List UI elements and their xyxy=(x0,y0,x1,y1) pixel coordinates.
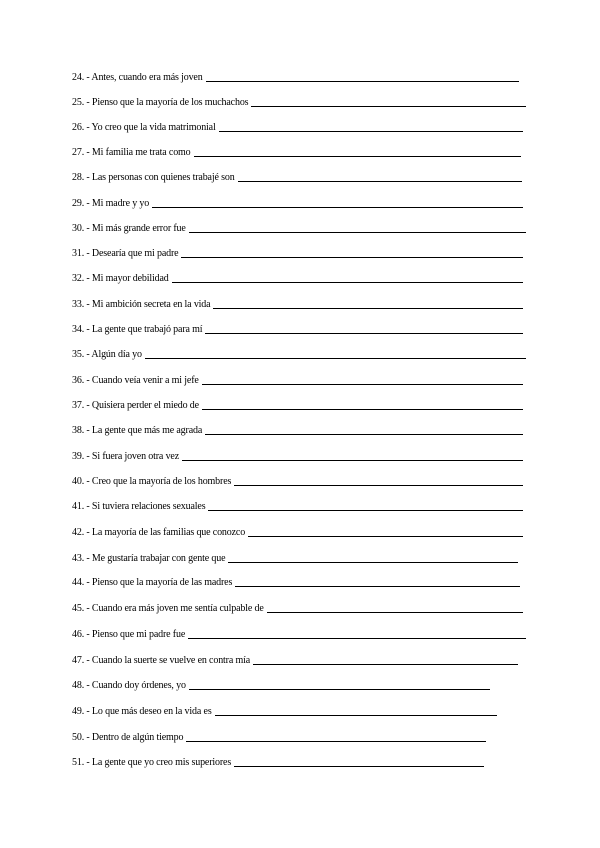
sentence-prompt: 39. - Si fuera joven otra vez xyxy=(72,451,179,462)
sentence-item xyxy=(72,322,523,336)
sentence-prompt: 36. - Cuando veía venir a mi jefe xyxy=(72,375,199,386)
answer-line[interactable] xyxy=(238,181,522,182)
sentence-item xyxy=(72,653,518,667)
answer-line[interactable] xyxy=(228,562,518,563)
answer-line[interactable] xyxy=(248,536,523,537)
answer-line[interactable] xyxy=(189,689,490,690)
answer-line[interactable] xyxy=(145,358,526,359)
answer-line[interactable] xyxy=(215,715,497,716)
sentence-item xyxy=(72,755,484,769)
answer-line[interactable] xyxy=(152,207,523,208)
sentence-item xyxy=(72,525,523,539)
sentence-prompt: 34. - La gente que trabajó para mí xyxy=(72,324,203,335)
sentence-item xyxy=(72,474,523,488)
sentence-item xyxy=(72,95,526,109)
sentence-prompt: 32. - Mi mayor debilidad xyxy=(72,273,169,284)
answer-line[interactable] xyxy=(202,409,523,410)
sentence-prompt: 25. - Pienso que la mayoría de los muchachos xyxy=(72,97,249,108)
answer-line[interactable] xyxy=(251,106,526,107)
sentence-prompt: 26. - Yo creo que la vida matrimonial xyxy=(72,122,216,133)
answer-line[interactable] xyxy=(182,460,523,461)
answer-line[interactable] xyxy=(186,741,486,742)
sentence-item xyxy=(72,221,526,235)
sentence-prompt: 29. - Mi madre y yo xyxy=(72,198,150,209)
sentence-prompt: 45. - Cuando era más joven me sentía culpable de xyxy=(72,603,264,614)
answer-line[interactable] xyxy=(234,766,484,767)
sentence-prompt: 38. - La gente que más me agrada xyxy=(72,425,203,436)
sentence-item xyxy=(72,601,523,615)
sentence-item xyxy=(72,575,520,589)
sentence-item xyxy=(72,423,523,437)
sentence-item xyxy=(72,678,490,692)
sentence-item xyxy=(72,730,486,744)
sentence-item xyxy=(72,170,522,184)
answer-line[interactable] xyxy=(213,308,523,309)
sentence-prompt: 37. - Quisiera perder el miedo de xyxy=(72,400,199,411)
sentence-prompt: 28. - Las personas con quienes trabajé son xyxy=(72,172,235,183)
sentence-item xyxy=(72,499,523,513)
answer-line[interactable] xyxy=(194,156,521,157)
sentence-prompt: 35. - Algún día yo xyxy=(72,349,142,360)
sentence-item xyxy=(72,70,519,84)
sentence-prompt: 46. - Pienso que mi padre fue xyxy=(72,629,186,640)
sentence-prompt: 27. - Mi familia me trata como xyxy=(72,147,191,158)
sentence-prompt: 44. - Pienso que la mayoría de las madres xyxy=(72,577,233,588)
sentence-item xyxy=(72,196,523,210)
answer-line[interactable] xyxy=(267,612,523,613)
answer-line[interactable] xyxy=(205,333,523,334)
sentence-prompt: 47. - Cuando la suerte se vuelve en contra mía xyxy=(72,655,251,666)
sentence-prompt: 48. - Cuando doy órdenes, yo xyxy=(72,680,186,691)
answer-line[interactable] xyxy=(205,434,523,435)
sentence-item xyxy=(72,271,523,285)
sentence-item xyxy=(72,398,523,412)
answer-line[interactable] xyxy=(206,81,519,82)
sentence-prompt: 51. - La gente que yo creo mis superiores xyxy=(72,757,232,768)
sentence-prompt: 43. - Me gustaría trabajar con gente que xyxy=(72,553,226,564)
answer-line[interactable] xyxy=(188,638,526,639)
sentence-item xyxy=(72,297,523,311)
answer-line[interactable] xyxy=(253,664,518,665)
sentence-item xyxy=(72,120,523,134)
answer-line[interactable] xyxy=(172,282,523,283)
answer-line[interactable] xyxy=(234,485,523,486)
sentence-item xyxy=(72,704,497,718)
sentence-prompt: 42. - La mayoría de las familias que conozco xyxy=(72,527,246,538)
sentence-prompt: 30. - Mi más grande error fue xyxy=(72,223,186,234)
sentence-prompt: 40. - Creo que la mayoría de los hombres xyxy=(72,476,232,487)
sentence-item xyxy=(72,449,523,463)
answer-line[interactable] xyxy=(202,384,523,385)
sentence-item xyxy=(72,347,526,361)
answer-line[interactable] xyxy=(189,232,526,233)
sentence-prompt: 31. - Desearía que mi padre xyxy=(72,248,179,259)
sentence-prompt: 49. - Lo que más deseo en la vida es xyxy=(72,706,212,717)
answer-line[interactable] xyxy=(219,131,523,132)
sentence-item xyxy=(72,627,526,641)
sentence-item xyxy=(72,373,523,387)
sentence-prompt: 24. - Antes, cuando era más joven xyxy=(72,72,203,83)
sentence-item xyxy=(72,551,518,565)
answer-line[interactable] xyxy=(208,510,523,511)
sentence-prompt: 41. - Si tuviera relaciones sexuales xyxy=(72,501,206,512)
sentence-item xyxy=(72,246,523,260)
sentence-item xyxy=(72,145,521,159)
answer-line[interactable] xyxy=(235,586,520,587)
answer-line[interactable] xyxy=(181,257,523,258)
sentence-prompt: 50. - Dentro de algún tiempo xyxy=(72,732,184,743)
sentence-prompt: 33. - Mi ambición secreta en la vida xyxy=(72,299,211,310)
